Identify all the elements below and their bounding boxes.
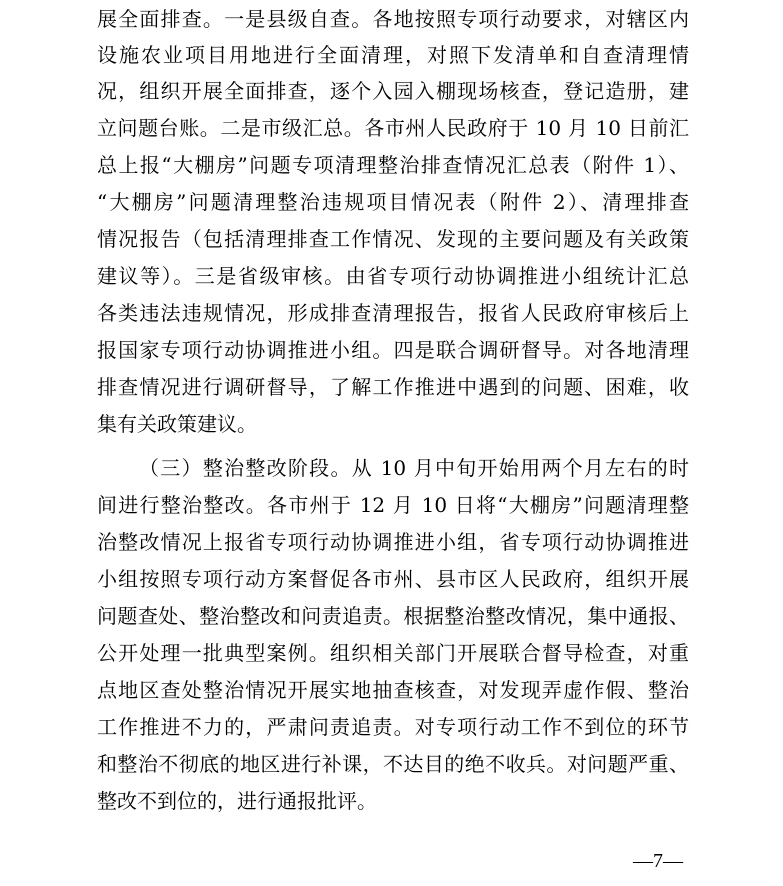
paragraph-2-line-9: 和整治不彻底的地区进行补课，不达目的绝不收兵。对问题严重、 <box>97 752 689 776</box>
paragraph-1-line-12: 集有关政策建议。 <box>97 412 257 436</box>
paragraph-2-line-2: 间进行整治整改。各市州于 12 月 10 日将“大棚房”问题清理整 <box>97 493 689 517</box>
paragraph-2-line-5: 问题查处、整治整改和问责追责。根据整治整改情况，集中通报、 <box>97 604 689 628</box>
paragraph-1-line-5: 总上报“大棚房”问题专项清理整治排查情况汇总表（附件 1）、 <box>97 153 689 177</box>
paragraph-1-line-2: 设施农业项目用地进行全面清理，对照下发清单和自查清理情 <box>97 43 689 67</box>
paragraph-2-line-1: （三）整治整改阶段。从 10 月中旬开始用两个月左右的时 <box>139 456 689 480</box>
paragraph-1-line-6: “大棚房”问题清理整治违规项目情况表（附件 2）、清理排查 <box>97 190 689 214</box>
paragraph-1-line-9: 各类违法违规情况，形成排查清理报告，报省人民政府审核后上 <box>97 301 689 325</box>
paragraph-2-line-6: 公开处理一批典型案例。组织相关部门开展联合督导检查，对重 <box>97 641 689 665</box>
page-number: —7— <box>633 850 683 872</box>
paragraph-1-line-8: 建议等）。三是省级审核。由省专项行动协调推进小组统计汇总 <box>97 264 689 288</box>
paragraph-2-line-7: 点地区查处整治情况开展实地抽查核查，对发现弄虚作假、整治 <box>97 678 689 702</box>
paragraph-1-line-1: 展全面排查。一是县级自查。各地按照专项行动要求，对辖区内 <box>97 7 689 31</box>
paragraph-1-line-7: 情况报告（包括清理排查工作情况、发现的主要问题及有关政策 <box>97 227 689 251</box>
paragraph-2-line-3: 治整改情况上报省专项行动协调推进小组，省专项行动协调推进 <box>97 530 689 554</box>
paragraph-1-line-11: 排查情况进行调研督导，了解工作推进中遇到的问题、困难，收 <box>97 375 689 399</box>
paragraph-2-line-8: 工作推进不力的，严肃问责追责。对专项行动工作不到位的环节 <box>97 715 689 739</box>
paragraph-1-line-3: 况，组织开展全面排查，逐个入园入棚现场核查，登记造册，建 <box>97 79 689 103</box>
paragraph-1-line-10: 报国家专项行动协调推进小组。四是联合调研督导。对各地清理 <box>97 338 689 362</box>
paragraph-1-line-4: 立问题台账。二是市级汇总。各市州人民政府于 10 月 10 日前汇 <box>97 116 689 140</box>
paragraph-2-line-4: 小组按照专项行动方案督促各市州、县市区人民政府，组织开展 <box>97 567 689 591</box>
paragraph-2-line-10: 整改不到位的，进行通报批评。 <box>97 789 377 813</box>
